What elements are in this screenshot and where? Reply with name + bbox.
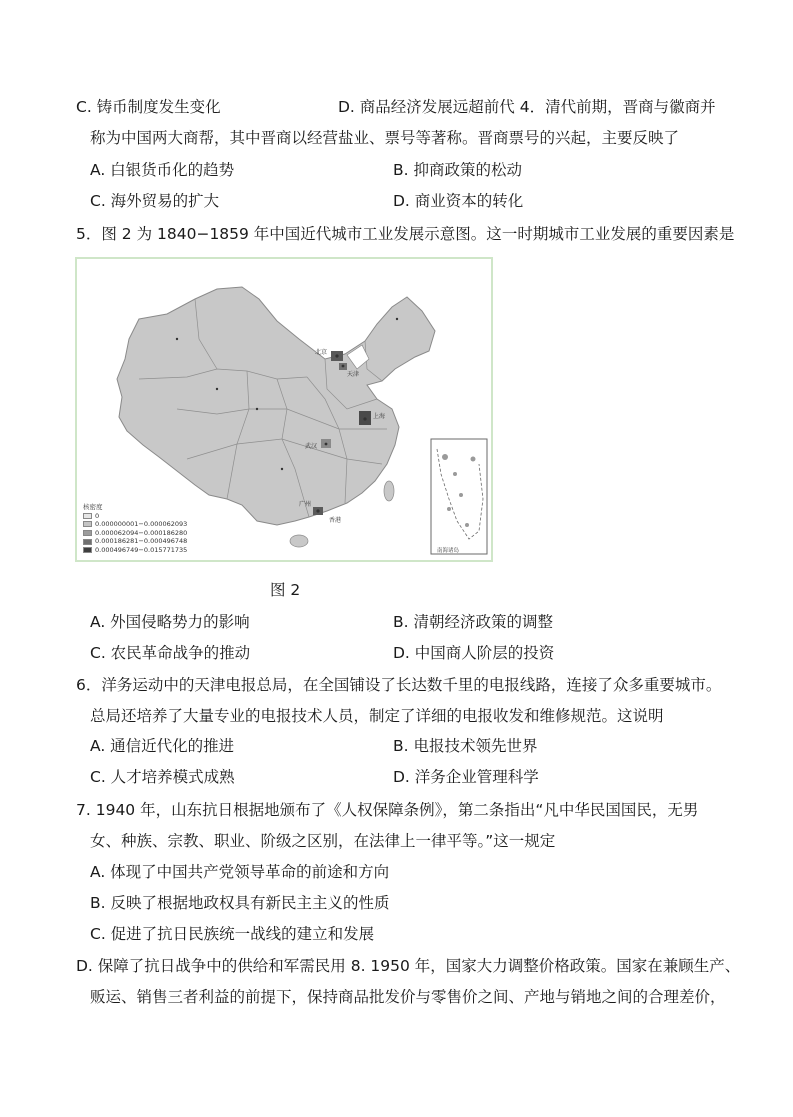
figure-caption: 图 2 [270,581,301,599]
legend-swatch [83,547,92,553]
line-2: 称为中国两大商帮，其中晋商以经营盐业、票号等著称。晋商票号的兴起，主要反映了 [90,129,680,147]
q6-option-a: A. 通信近代化的推进 [90,737,235,755]
map-label-wuhan: 武汉 [305,443,318,450]
map-label-beijing: 北京 [315,349,328,356]
figure-2-map [75,257,493,562]
legend-label: 0.000496749−0.015771735 [95,545,188,554]
line-1b: D. 商品经济发展远超前代 4．清代前期，晋商与徽商并 [338,98,716,116]
legend-item-4 [83,546,187,555]
q6-option-c: C. 人才培养模式成熟 [90,768,235,786]
q6-option-d: D. 洋务企业管理科学 [393,768,539,786]
map-label-south-china-sea: 南海诸岛 [437,548,460,554]
q4-option-c: C. 海外贸易的扩大 [90,192,220,210]
q5-stem: 5．图 2 为 1840−1859 年中国近代城市工业发展示意图。这一时期城市工业发展的重要因素是 [76,225,735,243]
q8-stem-2: 贩运、销售三者利益的前提下，保持商品批发价与零售价之间、产地与销地之间的合理差价， [90,988,726,1006]
hainan-island [290,535,308,547]
legend-swatch [83,521,92,527]
q7-option-c: C. 促进了抗日民族统一战线的建立和发展 [90,925,375,943]
q7-option-d-q8-stem: D. 保障了抗日战争中的供给和军需民用 8. 1950 年，国家大力调整价格政策。国家在兼顾生产、 [76,957,741,975]
legend-item-2 [83,529,187,538]
q7-option-a: A. 体现了中国共产党领导革命的前途和方向 [90,863,390,881]
legend-label: 0.000062094−0.000186280 [95,528,188,537]
q5-option-d: D. 中国商人阶层的投资 [393,644,555,662]
q7-stem-2: 女、种族、宗教、职业、阶级之区别，在法律上一律平等。”这一规定 [90,832,556,850]
q4-option-d: D. 商业资本的转化 [393,192,524,210]
q5-option-c: C. 农民革命战争的推动 [90,644,251,662]
q5-option-a: A. 外国侵略势力的影响 [90,613,250,631]
map-label-shanghai: 上海 [373,413,386,420]
q6-stem-1: 6．洋务运动中的天津电报总局，在全国铺设了长达数千里的电报线路，连接了众多重要城市。 [76,676,722,694]
legend-label: 0.000000001−0.000062093 [95,520,188,529]
legend-swatch [83,539,92,545]
legend-swatch [83,513,92,519]
q4-option-a: A. 白银货币化的趋势 [90,161,235,179]
q4-option-b: B. 抑商政策的松动 [393,161,522,179]
legend-item-0 [83,512,187,521]
legend-title: 核密度 [83,503,103,511]
legend-item-1 [83,520,187,529]
q5-option-b: B. 清朝经济政策的调整 [393,613,553,631]
legend-swatch [83,530,92,536]
q6-stem-2: 总局还培养了大量专业的电报技术人员，制定了详细的电报收发和维修规范。这说明 [90,707,664,725]
line-1a: C. 铸币制度发生变化 [76,98,221,116]
legend-label: 0 [95,511,100,520]
south-china-sea-inset [431,439,487,554]
map-label-hongkong: 香港 [329,517,342,524]
map-label-guangzhou: 广州 [299,501,312,508]
q7-stem-1: 7. 1940 年，山东抗日根据地颁布了《人权保障条例》，第二条指出“凡中华民国国民，无男 [76,801,699,819]
q6-option-b: B. 电报技术领先世界 [393,737,538,755]
legend-label: 0.000186281−0.000496748 [95,537,188,546]
legend-item-3 [83,537,187,546]
map-legend [83,503,187,555]
taiwan-island [384,481,394,501]
q7-option-b: B. 反映了根据地政权具有新民主主义的性质 [90,894,390,912]
map-label-tianjin: 天津 [347,371,360,378]
